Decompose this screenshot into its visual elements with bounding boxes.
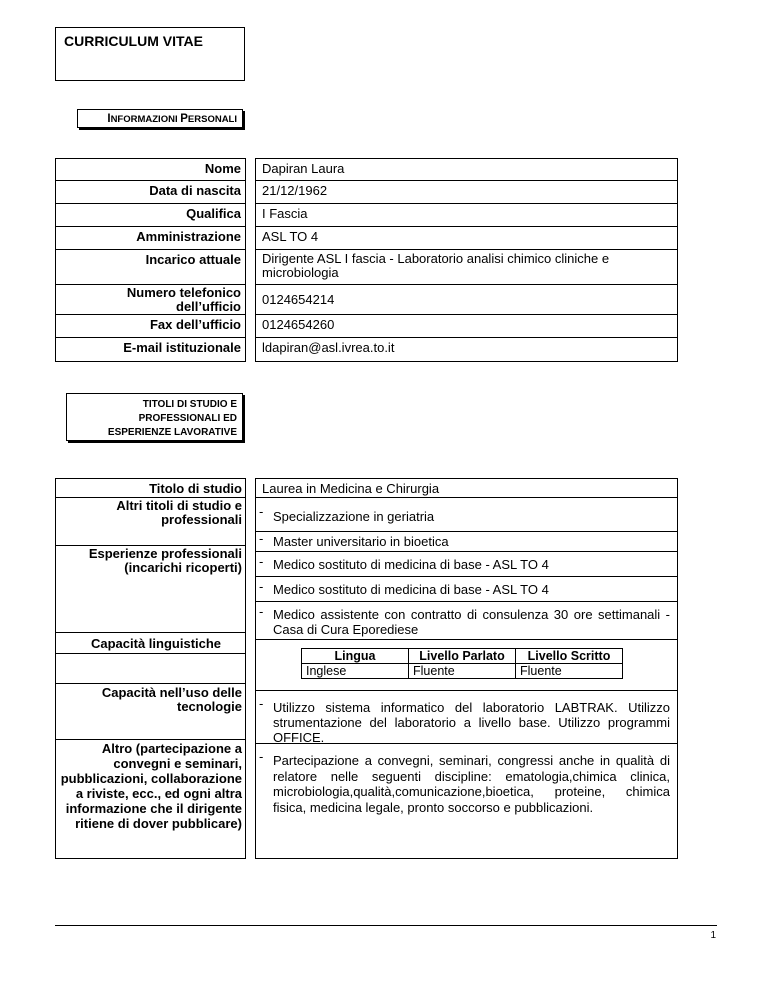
label-titolo-studio: Titolo di studio — [149, 481, 242, 496]
cv-title: CURRICULUM VITAE — [64, 33, 203, 49]
list-item: - Master universitario in bioetica — [259, 531, 449, 549]
heading-cap: I — [107, 113, 111, 125]
list-item: - Medico sostituto di medicina di base - ASL TO 4 — [259, 579, 549, 597]
label-altri-titoli: Altri titoli di studio e professionali — [116, 498, 242, 527]
header-scritto: Livello Scritto — [516, 649, 623, 664]
value-titolo-studio: Laurea in Medicina e Chirurgia — [262, 481, 440, 496]
bullet: - — [259, 531, 264, 546]
value-amministrazione: ASL TO 4 — [255, 226, 678, 250]
list-item — [255, 743, 678, 859]
bullet: - — [259, 504, 264, 519]
page-number: 1 — [710, 930, 716, 941]
list-item: - Medico sostituto di medicina di base - ASL TO 4 — [259, 554, 549, 572]
list-item — [255, 690, 678, 743]
value-incarico: Dirigente ASL I fascia - Laboratorio analisi chimico cliniche e microbiologia — [255, 249, 678, 285]
label-fax: Fax dell’ufficio — [55, 314, 246, 338]
value-data-nascita: 21/12/1962 — [255, 180, 678, 204]
label-lingue: Capacità linguistiche — [91, 636, 222, 651]
bullet: - — [259, 604, 264, 619]
section-personal-heading — [77, 109, 243, 128]
label-email: E-mail istituzionale — [55, 337, 246, 362]
bullet: - — [259, 554, 264, 569]
value-telefono: 0124654214 — [255, 284, 678, 315]
value-email: ldapiran@asl.ivrea.to.it — [255, 337, 678, 362]
value-qualifica: I Fascia — [255, 203, 678, 227]
value-fax: 0124654260 — [255, 314, 678, 338]
header-parlato: Livello Parlato — [409, 649, 516, 664]
cv-title-box — [55, 27, 245, 81]
footer-divider — [55, 925, 717, 926]
label-tecnologie: Capacità nell’uso delle tecnologie — [101, 685, 242, 714]
bullet: - — [259, 749, 264, 764]
label-altro: Altro (partecipazione a convegni e seminari, pubblicazioni, collaborazione a riviste, ecc., ed ogni altra informazione che il dirigente ritiene di dover pubblicare) — [60, 741, 242, 831]
label-qualifica: Qualifica — [55, 203, 246, 227]
bullet: - — [259, 579, 264, 594]
heading-cap: P — [180, 113, 188, 125]
cell-parlato: Fluente — [409, 664, 516, 679]
cell-scritto: Fluente — [516, 664, 623, 679]
label-nome: Nome — [55, 158, 246, 181]
cell-lingua: Inglese — [302, 664, 409, 679]
section-titles-heading — [66, 393, 243, 441]
value-nome: Dapiran Laura — [255, 158, 678, 181]
label-amministrazione: Amministrazione — [55, 226, 246, 250]
list-item: - Medico assistente con contratto di consulenza 30 ore settimanali - Casa di Cura Eporediese — [259, 604, 670, 637]
label-telefono: Numero telefonico dell’ufficio — [55, 284, 246, 315]
heading-text: NFORMAZIONI — [110, 114, 181, 125]
language-table — [301, 648, 623, 679]
header-lingua: Lingua — [302, 649, 409, 664]
value-tecnologie: Utilizzo sistema informatico del laboratorio LABTRAK. Utilizzo strumentazione del laboratorio a livello base. Utilizzo programmi OFFICE. — [273, 700, 670, 745]
heading-text: ERSONALI — [187, 114, 237, 125]
value-altro: Partecipazione a convegni, seminari, congressi anche in qualità di relatore nelle seguenti discipline: ematologia,chimica clinica, microbiologia,qualità,comunicazione,bioetica, proteine, chimica fisica, medicina legale, pronto soccorso e pubblicazioni. — [273, 753, 670, 815]
bullet: - — [259, 696, 264, 711]
heading-line: ESPERIENZE LAVORATIVE — [107, 427, 237, 438]
label-incarico: Incarico attuale — [55, 249, 246, 285]
heading-line: TITOLI DI STUDIO E — [142, 399, 237, 410]
label-esperienze: Esperienze professionali (incarichi ricoperti) — [88, 546, 242, 575]
heading-line: PROFESSIONALI ED — [138, 413, 237, 424]
label-data-nascita: Data di nascita — [55, 180, 246, 204]
list-item: - Specializzazione in geriatria — [259, 504, 435, 524]
